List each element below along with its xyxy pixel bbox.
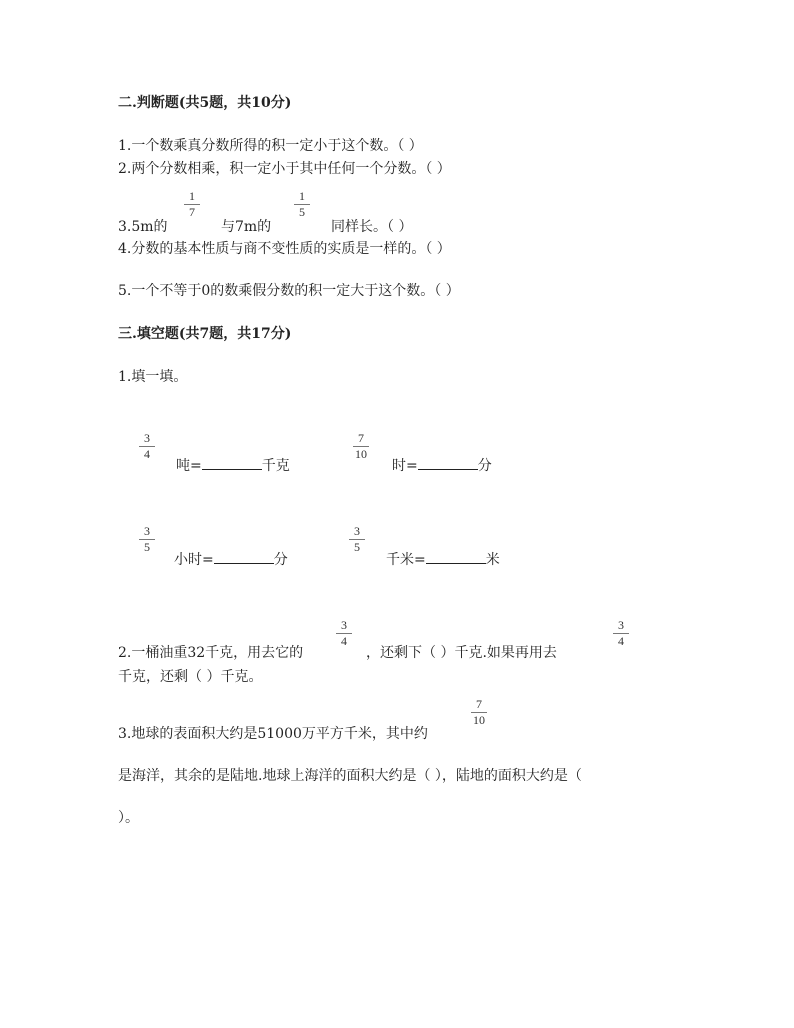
fill-item xyxy=(386,551,500,569)
answer-blank[interactable] xyxy=(214,551,274,564)
judgment-question-1: 1.一个数乘真分数所得的积一定小于这个数。（ ） xyxy=(118,138,423,154)
section-heading-fill-in: 三.填空题(共7题，共17分) xyxy=(118,326,292,342)
q3-text-part3: 同样长。（ ） xyxy=(331,219,413,235)
section-heading-judgment: 二.判断题(共5题，共10分) xyxy=(118,95,292,111)
fill-item xyxy=(176,457,290,475)
fraction-numerator: 3 xyxy=(144,524,150,538)
fraction xyxy=(181,190,203,219)
fraction-denominator: 5 xyxy=(144,540,150,554)
answer-blank[interactable] xyxy=(426,551,486,564)
fill-question-3-part1: 3.地球的表面积大约是51000万平方千米，其中约 xyxy=(118,726,428,742)
judgment-question-5: 5.一个不等于0的数乘假分数的积一定大于这个数。（ ） xyxy=(118,283,460,299)
fraction-denominator: 5 xyxy=(354,540,360,554)
fraction xyxy=(136,525,158,554)
fraction xyxy=(468,698,490,727)
fill-item xyxy=(174,551,288,569)
fraction-numerator: 3 xyxy=(144,431,150,445)
fraction-numerator: 3 xyxy=(618,618,624,632)
q3-text-part2: 与7m的 xyxy=(221,219,272,235)
fill-item-prefix: 小时= xyxy=(174,552,214,568)
fill-item-prefix: 吨= xyxy=(176,458,202,474)
fraction xyxy=(346,525,368,554)
fraction-numerator: 1 xyxy=(299,189,305,203)
fill-question-3-line2: 是海洋，其余的是陆地.地球上海洋的面积大约是（ ），陆地的面积大约是（ xyxy=(118,768,582,784)
fill-item xyxy=(392,457,492,475)
fraction-numerator: 7 xyxy=(358,431,364,445)
fraction-denominator: 10 xyxy=(473,713,485,727)
fill-item-unit: 分 xyxy=(477,458,492,474)
fraction xyxy=(291,190,313,219)
fill-item-unit: 千克 xyxy=(261,458,290,474)
fraction-numerator: 3 xyxy=(354,524,360,538)
fill-question-2-part2: ，还剩下（ ）千克.如果再用去 xyxy=(366,645,557,661)
fill-question-3-line3: ）。 xyxy=(118,810,139,826)
fill-item-prefix: 千米= xyxy=(386,552,426,568)
fill-question-2-line2: 千克，还剩（ ）千克。 xyxy=(118,669,263,685)
answer-blank[interactable] xyxy=(202,457,262,470)
fraction-denominator: 5 xyxy=(299,205,305,219)
fraction-denominator: 4 xyxy=(144,447,150,461)
q3-text-part1: 3.5m的 xyxy=(118,219,168,235)
fill-item-unit: 米 xyxy=(485,552,500,568)
fill-item-prefix: 时= xyxy=(392,458,418,474)
answer-blank[interactable] xyxy=(418,457,478,470)
fraction xyxy=(333,619,355,648)
fraction-denominator: 4 xyxy=(618,634,624,648)
fill-item-unit: 分 xyxy=(273,552,288,568)
fraction xyxy=(350,432,372,461)
fraction-denominator: 10 xyxy=(355,447,367,461)
judgment-question-4: 4.分数的基本性质与商不变性质的实质是一样的。（ ） xyxy=(118,241,451,257)
fraction xyxy=(610,619,632,648)
fraction xyxy=(136,432,158,461)
fraction-numerator: 1 xyxy=(189,189,195,203)
fraction-denominator: 7 xyxy=(189,205,195,219)
fill-question-1-title: 1.填一填。 xyxy=(118,369,188,385)
judgment-question-2: 2.两个分数相乘，积一定小于其中任何一个分数。（ ） xyxy=(118,161,451,177)
fraction-numerator: 7 xyxy=(476,697,482,711)
fraction-numerator: 3 xyxy=(341,618,347,632)
fill-question-2-part1: 2.一桶油重32千克，用去它的 xyxy=(118,645,304,661)
fraction-denominator: 4 xyxy=(341,634,347,648)
